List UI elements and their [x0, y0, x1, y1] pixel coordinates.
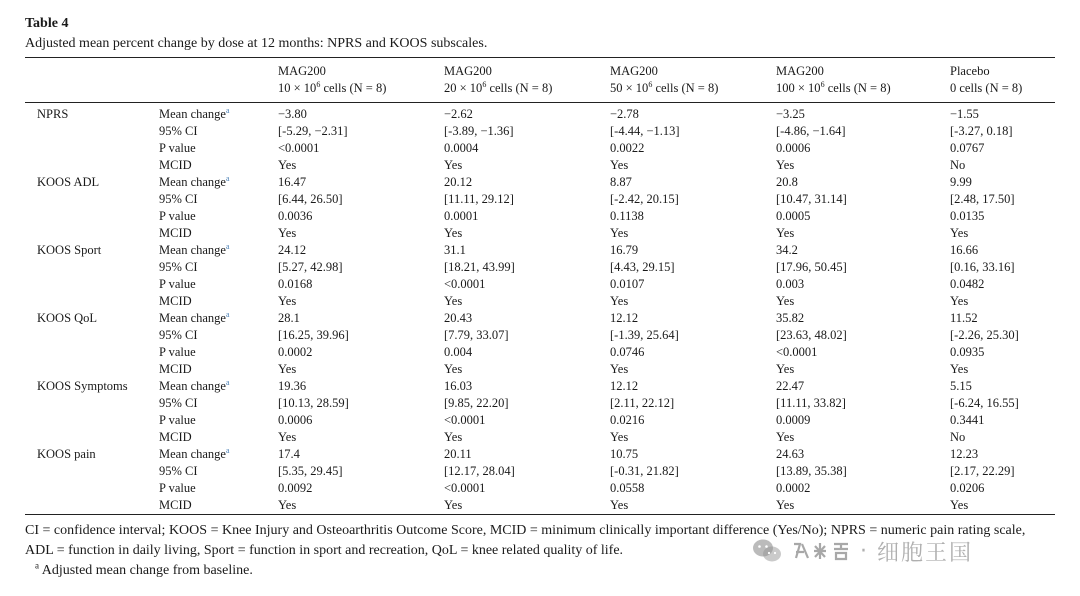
stat-label — [159, 123, 278, 140]
table-cell: 19.36 — [278, 379, 307, 393]
stat-label-text: P value — [159, 413, 196, 427]
dose-text: 20 × 10 — [444, 81, 483, 95]
table-cell: [-2.26, 25.30] — [950, 328, 1019, 342]
table-cell: <0.0001 — [278, 141, 320, 155]
stat-label — [159, 191, 278, 208]
footnote-mark: a — [225, 377, 230, 387]
table-row — [25, 497, 1055, 514]
table-caption: Adjusted mean percent change by dose at 12 months: NPRS and KOOS subscales. — [25, 36, 488, 51]
dose-text: 10 × 10 — [278, 81, 317, 95]
column-header-dose — [950, 80, 1055, 102]
table-cell: <0.0001 — [444, 413, 486, 427]
stat-label-text: 95% CI — [159, 464, 198, 478]
row-group-label: KOOS pain — [37, 447, 96, 461]
table-cell: Yes — [950, 226, 969, 240]
dose-exponent: 6 — [316, 79, 321, 89]
column-header-name: MAG200 — [610, 64, 658, 78]
stat-label-text: P value — [159, 345, 196, 359]
table-row — [25, 123, 1055, 140]
stat-label — [159, 446, 278, 463]
table-cell: [-4.44, −1.13] — [610, 124, 680, 138]
footnote-mark: a — [225, 241, 230, 251]
table-cell: [5.27, 42.98] — [278, 260, 343, 274]
stat-label-text: MCID — [159, 362, 192, 376]
table-cell: Yes — [610, 430, 629, 444]
stat-label — [159, 157, 278, 174]
results-table — [25, 58, 1055, 514]
table-cell: 16.47 — [278, 175, 307, 189]
table-cell: 16.66 — [950, 243, 979, 257]
column-header-name: MAG200 — [278, 64, 326, 78]
table-cell: Yes — [444, 362, 463, 376]
stat-label-text: 95% CI — [159, 192, 198, 206]
table-cell: 0.004 — [444, 345, 473, 359]
table-cell: [17.96, 50.45] — [776, 260, 847, 274]
table-cell: 34.2 — [776, 243, 798, 257]
table-cell: [2.11, 22.12] — [610, 396, 675, 410]
table-cell: 35.82 — [776, 311, 805, 325]
table-cell: Yes — [776, 158, 795, 172]
stat-label-text: Mean change — [159, 175, 226, 189]
table-cell: Yes — [950, 498, 969, 512]
table-row — [25, 293, 1055, 310]
table-cell: 0.0006 — [776, 141, 811, 155]
table-cell: [-2.42, 20.15] — [610, 192, 679, 206]
table-cell: [4.43, 29.15] — [610, 260, 675, 274]
table-cell: Yes — [444, 294, 463, 308]
table-cell: Yes — [444, 498, 463, 512]
column-header-dose — [610, 80, 776, 102]
row-group-label: KOOS ADL — [37, 175, 100, 189]
table-cell: 0.0004 — [444, 141, 479, 155]
table-row — [25, 225, 1055, 242]
table-cell: −3.80 — [278, 107, 307, 121]
table-cell: Yes — [950, 294, 969, 308]
table-cell: Yes — [278, 498, 297, 512]
stat-label — [159, 497, 278, 514]
table-row — [25, 310, 1055, 327]
stat-label-text: 95% CI — [159, 124, 198, 138]
footnote-mark: a — [225, 309, 230, 319]
table-cell: [11.11, 29.12] — [444, 192, 514, 206]
table-cell: Yes — [776, 362, 795, 376]
table-cell: 17.4 — [278, 447, 300, 461]
table-cell: Yes — [950, 362, 969, 376]
table-cell: [-1.39, 25.64] — [610, 328, 679, 342]
table-cell: <0.0001 — [776, 345, 818, 359]
table-cell: −2.62 — [444, 107, 473, 121]
footnote-a-mark: a — [35, 560, 39, 571]
table-cell: Yes — [278, 158, 297, 172]
table-cell: 0.0092 — [278, 481, 313, 495]
table-cell: [13.89, 35.38] — [776, 464, 847, 478]
stat-label — [159, 208, 278, 225]
table-cell: [-5.29, −2.31] — [278, 124, 348, 138]
table-cell: 0.0107 — [610, 277, 645, 291]
table-cell: Yes — [278, 430, 297, 444]
table-cell: 0.0935 — [950, 345, 985, 359]
stat-label — [159, 480, 278, 497]
footnote-mark: a — [225, 445, 230, 455]
column-header-dose — [444, 80, 610, 102]
table-cell: −2.78 — [610, 107, 639, 121]
stat-label — [159, 310, 278, 327]
stat-label — [159, 327, 278, 344]
table-row — [25, 395, 1055, 412]
table-cell: 12.12 — [610, 311, 639, 325]
table-cell: 0.0168 — [278, 277, 313, 291]
stat-label-text: 95% CI — [159, 396, 198, 410]
table-cell: [9.85, 22.20] — [444, 396, 509, 410]
table-row — [25, 259, 1055, 276]
stat-label — [159, 344, 278, 361]
table-cell: [0.16, 33.16] — [950, 260, 1015, 274]
table-cell: 0.0767 — [950, 141, 985, 155]
table-row — [25, 446, 1055, 463]
stat-label-text: MCID — [159, 226, 192, 240]
table-row — [25, 208, 1055, 225]
dose-text: 100 × 10 — [776, 81, 821, 95]
table-cell: [10.47, 31.14] — [776, 192, 847, 206]
table-cell: Yes — [610, 158, 629, 172]
table-cell: 0.0206 — [950, 481, 985, 495]
table-cell: Yes — [610, 362, 629, 376]
table-cell: Yes — [776, 294, 795, 308]
table-cell: 31.1 — [444, 243, 466, 257]
stat-label-text: P value — [159, 277, 196, 291]
stat-label — [159, 293, 278, 310]
table-cell: 0.0036 — [278, 209, 313, 223]
table-cell: 0.0216 — [610, 413, 645, 427]
stat-label-text: Mean change — [159, 311, 226, 325]
column-header-dose — [776, 80, 950, 102]
table-cell: 0.0002 — [776, 481, 811, 495]
table-row — [25, 429, 1055, 446]
dose-text-suffix: cells (N = 8) — [320, 81, 387, 95]
table-cell: 8.87 — [610, 175, 632, 189]
stat-label-text: P value — [159, 481, 196, 495]
table-cell: [-6.24, 16.55] — [950, 396, 1019, 410]
stat-label-text: MCID — [159, 498, 192, 512]
stat-label-text: P value — [159, 141, 196, 155]
table-cell: 16.03 — [444, 379, 473, 393]
table-cell: 0.0001 — [444, 209, 479, 223]
table-cell: Yes — [444, 158, 463, 172]
table-cell: 20.12 — [444, 175, 473, 189]
stat-label — [159, 378, 278, 395]
table-cell: Yes — [610, 294, 629, 308]
table-cell: [11.11, 33.82] — [776, 396, 846, 410]
table-cell: [2.48, 17.50] — [950, 192, 1015, 206]
stat-label — [159, 225, 278, 242]
table-cell: [2.17, 22.29] — [950, 464, 1015, 478]
dose-text-suffix: cells (N = 8) — [824, 81, 891, 95]
table-cell: 24.63 — [776, 447, 805, 461]
table-row — [25, 412, 1055, 429]
table-row — [25, 103, 1055, 123]
column-header-name: Placebo — [950, 64, 990, 78]
table-cell: 16.79 — [610, 243, 639, 257]
dose-exponent: 6 — [820, 79, 825, 89]
row-group-label: KOOS QoL — [37, 311, 98, 325]
table-cell: [-0.31, 21.82] — [610, 464, 679, 478]
table-cell: 0.1138 — [610, 209, 644, 223]
table-cell: 0.0558 — [610, 481, 645, 495]
table-cell: 0.0006 — [278, 413, 313, 427]
table-cell: 11.52 — [950, 311, 978, 325]
stat-label-text: 95% CI — [159, 260, 198, 274]
table-cell: Yes — [278, 226, 297, 240]
table-cell: 10.75 — [610, 447, 639, 461]
stat-label-text: P value — [159, 209, 196, 223]
table-cell: 0.0135 — [950, 209, 985, 223]
table-row — [25, 361, 1055, 378]
table-row — [25, 344, 1055, 361]
table-cell: 12.23 — [950, 447, 979, 461]
table-cell: [18.21, 43.99] — [444, 260, 515, 274]
dose-text-suffix: cells (N = 8) — [486, 81, 553, 95]
table-cell: 12.12 — [610, 379, 639, 393]
table-cell: −3.25 — [776, 107, 805, 121]
stat-label — [159, 395, 278, 412]
column-header-name: MAG200 — [776, 64, 824, 78]
table-row — [25, 463, 1055, 480]
table-cell: [5.35, 29.45] — [278, 464, 343, 478]
footnote-mark: a — [225, 105, 230, 115]
stat-label-text: Mean change — [159, 107, 226, 121]
column-header-dose — [278, 80, 444, 102]
row-group-label: KOOS Symptoms — [37, 379, 128, 393]
stat-label-text: Mean change — [159, 243, 226, 257]
table-row — [25, 174, 1055, 191]
wechat-logo-icon — [752, 538, 782, 564]
table-row — [25, 191, 1055, 208]
stat-label — [159, 361, 278, 378]
table-cell: Yes — [610, 226, 629, 240]
table-cell: 5.15 — [950, 379, 972, 393]
table-cell: <0.0001 — [444, 277, 486, 291]
table-cell: Yes — [776, 226, 795, 240]
table-cell: No — [950, 158, 966, 172]
bottom-rule — [25, 514, 1055, 515]
table-cell: 24.12 — [278, 243, 307, 257]
table-row — [25, 327, 1055, 344]
stat-label — [159, 429, 278, 446]
stat-label — [159, 140, 278, 157]
dose-exponent: 6 — [648, 79, 653, 89]
table-cell: 0.0005 — [776, 209, 811, 223]
table-cell: [12.17, 28.04] — [444, 464, 515, 478]
stat-label-text: Mean change — [159, 379, 226, 393]
dose-text: 50 × 10 — [610, 81, 649, 95]
table-cell: Yes — [278, 362, 297, 376]
table-row — [25, 276, 1055, 293]
table-cell: [6.44, 26.50] — [278, 192, 343, 206]
watermark-name: 细胞王国 — [877, 540, 974, 566]
table-cell: 0.0002 — [278, 345, 313, 359]
table-cell: [16.25, 39.96] — [278, 328, 349, 342]
table-cell: Yes — [278, 294, 297, 308]
stat-label — [159, 174, 278, 191]
stat-label — [159, 242, 278, 259]
column-header-name: MAG200 — [444, 64, 492, 78]
stat-label — [159, 463, 278, 480]
official-account-icon — [790, 539, 852, 563]
row-group-label: NPRS — [37, 107, 69, 121]
table-cell: [10.13, 28.59] — [278, 396, 349, 410]
dose-text: 0 cells (N = 8) — [950, 81, 1023, 95]
stat-label — [159, 259, 278, 276]
stat-label — [159, 103, 278, 123]
stat-label-text: Mean change — [159, 447, 226, 461]
table-cell: 28.1 — [278, 311, 300, 325]
table-cell: Yes — [444, 430, 463, 444]
table-cell: [-4.86, −1.64] — [776, 124, 846, 138]
table-cell: 20.8 — [776, 175, 798, 189]
table-row — [25, 140, 1055, 157]
dose-text-suffix: cells (N = 8) — [652, 81, 719, 95]
table-cell: [23.63, 48.02] — [776, 328, 847, 342]
watermark-dot: · — [860, 538, 869, 564]
table-cell: [-3.89, −1.36] — [444, 124, 514, 138]
table-cell: Yes — [610, 498, 629, 512]
table-cell: Yes — [776, 498, 795, 512]
table-cell: 0.003 — [776, 277, 805, 291]
row-group-label: KOOS Sport — [37, 243, 102, 257]
stat-label — [159, 412, 278, 429]
table-container — [25, 14, 1055, 581]
table-row — [25, 480, 1055, 497]
stat-label-text: MCID — [159, 158, 192, 172]
table-cell: [-3.27, 0.18] — [950, 124, 1013, 138]
table-row — [25, 242, 1055, 259]
table-cell: <0.0001 — [444, 481, 486, 495]
table-number: Table 4 — [25, 16, 69, 31]
table-cell: 0.3441 — [950, 413, 985, 427]
table-cell: 20.43 — [444, 311, 473, 325]
table-cell: [7.79, 33.07] — [444, 328, 509, 342]
watermark — [752, 534, 973, 568]
table-cell: 0.0022 — [610, 141, 645, 155]
footnote-abbreviations: CI = confidence interval; KOOS = Knee Injury and Osteoarthritis Outcome Score, MCID = minimum clinically important difference (Yes/No); NPRS = numeric pain rating scale, ADL = function in daily living, Sport = function in sport and recreation, QoL = knee related quality of life. — [25, 523, 1026, 558]
footnote-mark: a — [225, 173, 230, 183]
table-cell: 20.11 — [444, 447, 472, 461]
table-cell: No — [950, 430, 966, 444]
stat-label-text: MCID — [159, 430, 192, 444]
dose-exponent: 6 — [482, 79, 487, 89]
stat-label — [159, 276, 278, 293]
table-cell: Yes — [776, 430, 795, 444]
table-row — [25, 378, 1055, 395]
table-row — [25, 157, 1055, 174]
stat-label-text: 95% CI — [159, 328, 198, 342]
table-cell: 9.99 — [950, 175, 972, 189]
table-cell: 0.0746 — [610, 345, 645, 359]
stat-label-text: MCID — [159, 294, 192, 308]
table-cell: Yes — [444, 226, 463, 240]
footnote-a-text: Adjusted mean change from baseline. — [41, 563, 253, 578]
table-cell: 0.0482 — [950, 277, 985, 291]
table-cell: 0.0009 — [776, 413, 811, 427]
table-cell: 22.47 — [776, 379, 805, 393]
table-cell: −1.55 — [950, 107, 979, 121]
